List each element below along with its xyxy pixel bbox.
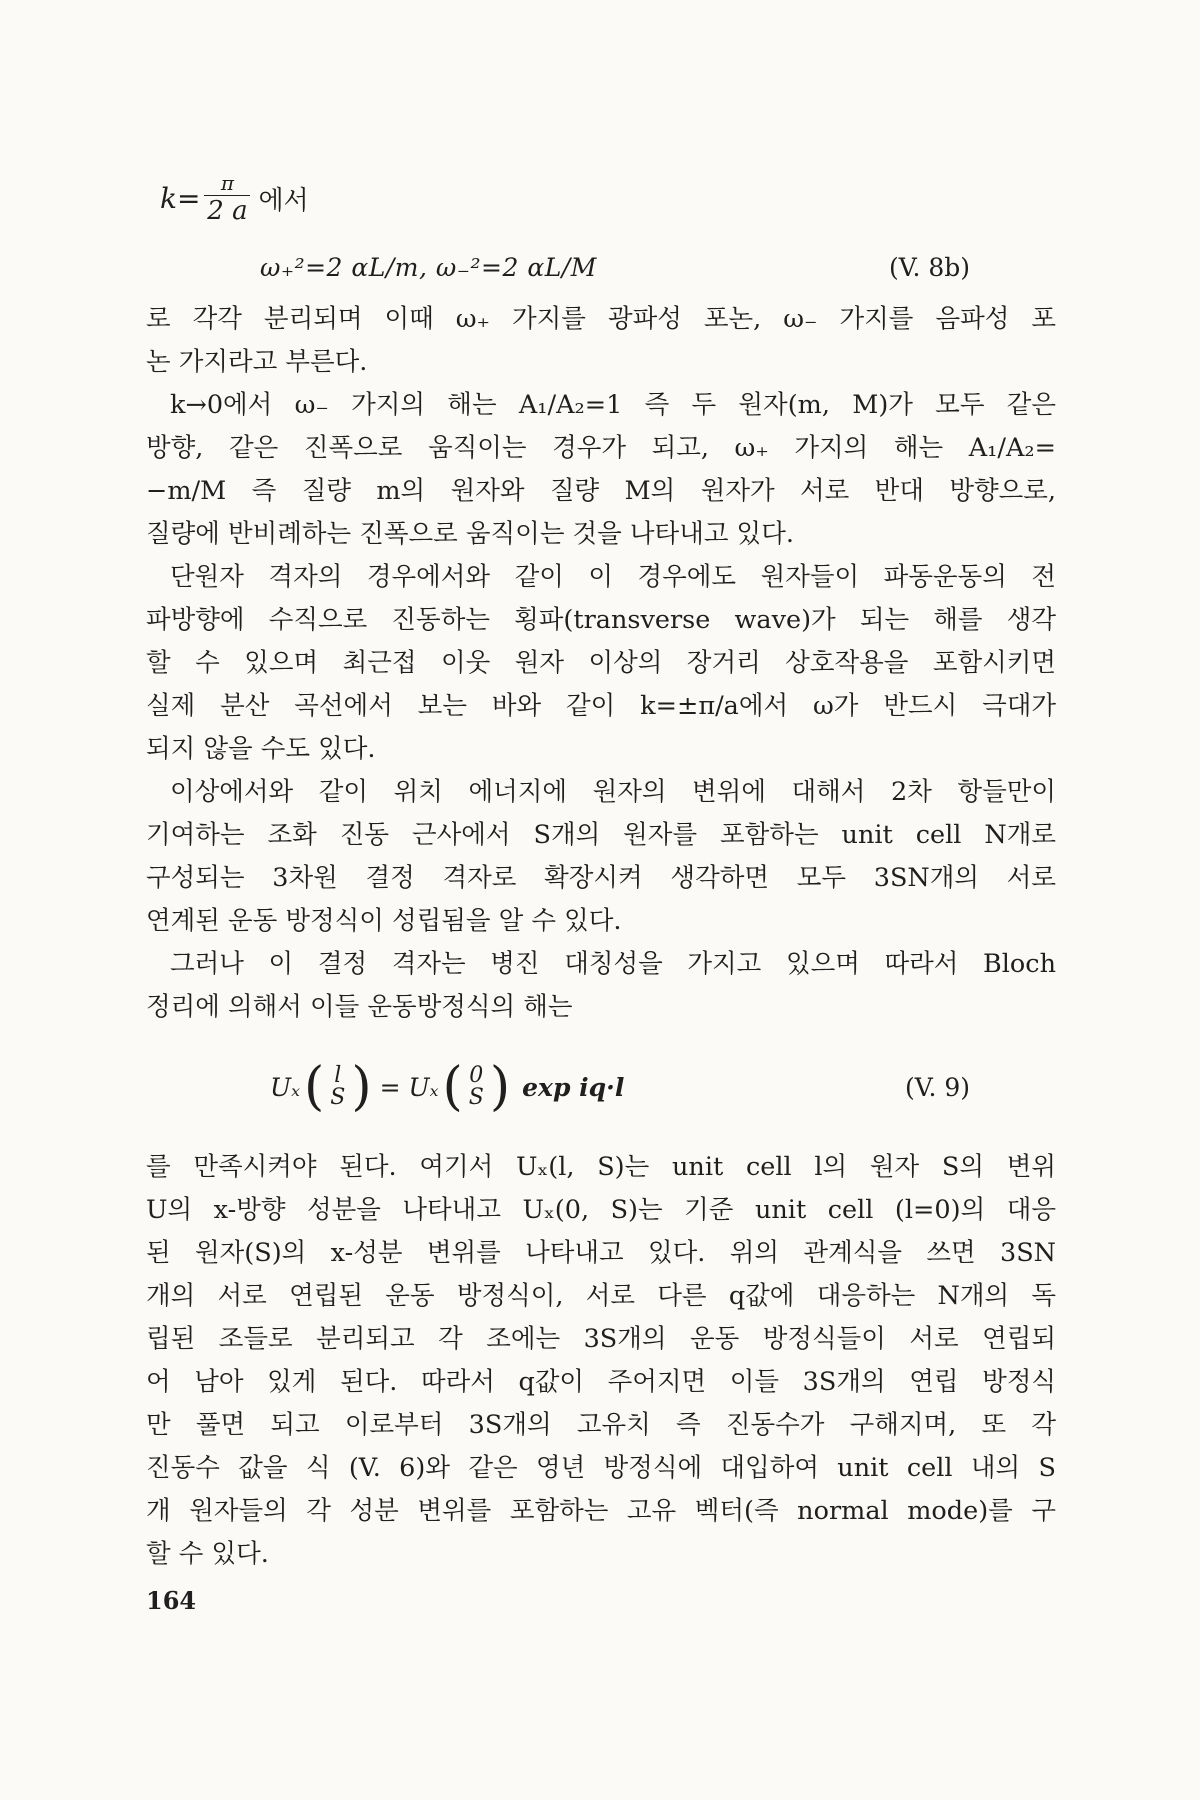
paragraph-1 <box>146 298 1056 384</box>
text-line: 연계된 운동 방정식이 성립됨을 알 수 있다. <box>146 906 622 936</box>
text-line: 를 만족시켜야 된다. 여기서 Uₓ(l, S)는 unit cell l의 원자 S의 변위 <box>146 1152 1056 1182</box>
equation-v8b-number: (V. 8b) <box>889 252 970 282</box>
text-line: −m/M 즉 질량 m의 원자와 질량 M의 원자가 서로 반대 방향으로, <box>146 476 1056 506</box>
paren-open: ( <box>442 1057 463 1117</box>
text-line: 된 원자(S)의 x-성분 변위를 나타내고 있다. 위의 관계식을 쓰면 3SN <box>146 1238 1056 1268</box>
paren-close: ) <box>351 1057 372 1117</box>
fraction-denominator: 2 a <box>207 196 248 226</box>
text-line: 정리에 의해서 이들 운동방정식의 해는 <box>146 992 573 1022</box>
text-line: 구성되는 3차원 결정 격자로 확장시켜 생각하면 모두 3SN개의 서로 <box>146 863 1056 893</box>
text-line: 질량에 반비례하는 진폭으로 움직이는 것을 나타내고 있다. <box>146 519 794 549</box>
paragraph-4 <box>146 771 1056 943</box>
text-line: 할 수 있다. <box>146 1539 269 1569</box>
text-line: 립된 조들로 분리되고 각 조에는 3S개의 운동 방정식들이 서로 연립되 <box>146 1324 1056 1354</box>
text-line: 할 수 있으며 최근접 이웃 원자 이상의 장거리 상호작용을 포함시키면 <box>146 648 1056 678</box>
page-number: 164 <box>146 1586 197 1615</box>
k-lhs: k= <box>160 182 201 215</box>
k-formula <box>160 172 309 225</box>
lhs-argument <box>330 1065 345 1109</box>
text-line: 이상에서와 같이 위치 에너지에 원자의 변위에 대해서 2차 항들만이 <box>170 777 1056 807</box>
k-suffix: 에서 <box>258 186 309 216</box>
rhs-argument <box>469 1065 484 1109</box>
equation-v9-tail: exp iq·l <box>522 1072 625 1102</box>
paren-close: ) <box>489 1057 511 1117</box>
fraction <box>204 172 250 225</box>
equation-v9-lhs: Uₓ <box>270 1072 300 1102</box>
equation-v8b-body: ω₊²=2 αL/m, ω₋²=2 αL/M <box>260 252 597 282</box>
paren-open: ( <box>303 1057 325 1117</box>
rhs-top: 0 <box>469 1063 484 1088</box>
lhs-top: l <box>334 1063 342 1088</box>
paragraph-6 <box>146 1146 1056 1576</box>
text-line: 개의 서로 연립된 운동 방정식이, 서로 다른 q값에 대응하는 N개의 독 <box>146 1281 1056 1311</box>
paragraph-5 <box>146 943 1056 1029</box>
lhs-bottom: S <box>330 1085 346 1110</box>
text-line: 개 원자들의 각 성분 변위를 포함하는 고유 벡터(즉 normal mode)를 구 <box>146 1496 1056 1526</box>
text-line: k→0에서 ω₋ 가지의 해는 A₁/A₂=1 즉 두 원자(m, M)가 모두 같은 <box>170 390 1056 420</box>
rhs-bottom: S <box>468 1085 484 1110</box>
text-line: 되지 않을 수도 있다. <box>146 734 376 764</box>
text-line: 만 풀면 되고 이로부터 3S개의 고유치 즉 진동수가 구해지며, 또 각 <box>146 1410 1056 1440</box>
text-line: 파방향에 수직으로 진동하는 횡파(transverse wave)가 되는 해를 생각 <box>146 605 1056 635</box>
text-line: 논 가지라고 부른다. <box>146 347 368 377</box>
text-line: U의 x-방향 성분을 나타내고 Uₓ(0, S)는 기준 unit cell (l=0)의 대응 <box>146 1195 1056 1225</box>
text-line: 단원자 격자의 경우에서와 같이 이 경우에도 원자들이 파동운동의 전 <box>170 562 1056 592</box>
fraction-numerator: π <box>220 171 235 195</box>
equation-v9-eq: = Uₓ <box>379 1072 439 1102</box>
text-line: 그러나 이 결정 격자는 병진 대칭성을 가지고 있으며 따라서 Bloch <box>170 949 1056 979</box>
text-line: 진동수 값을 식 (V. 6)와 같은 영년 방정식에 대입하여 unit cell 내의 S <box>146 1453 1056 1483</box>
paragraph-2 <box>146 384 1056 556</box>
equation-v9-number: (V. 9) <box>905 1072 970 1102</box>
text-line: 어 남아 있게 된다. 따라서 q값이 주어지면 이들 3S개의 연립 방정식 <box>146 1367 1056 1397</box>
equation-v9 <box>0 1052 1200 1122</box>
paragraph-3 <box>146 556 1056 771</box>
text-line: 로 각각 분리되며 이때 ω₊ 가지를 광파성 포논, ω₋ 가지를 음파성 포 <box>146 304 1056 334</box>
equation-v8b <box>0 245 1200 289</box>
equation-v9-body <box>270 1057 625 1117</box>
text-line: 방향, 같은 진폭으로 움직이는 경우가 되고, ω₊ 가지의 해는 A₁/A₂= <box>146 433 1056 463</box>
text-line: 실제 분산 곡선에서 보는 바와 같이 k=±π/a에서 ω가 반드시 극대가 <box>146 691 1056 721</box>
text-line: 기여하는 조화 진동 근사에서 S개의 원자를 포함하는 unit cell N개로 <box>146 820 1056 850</box>
